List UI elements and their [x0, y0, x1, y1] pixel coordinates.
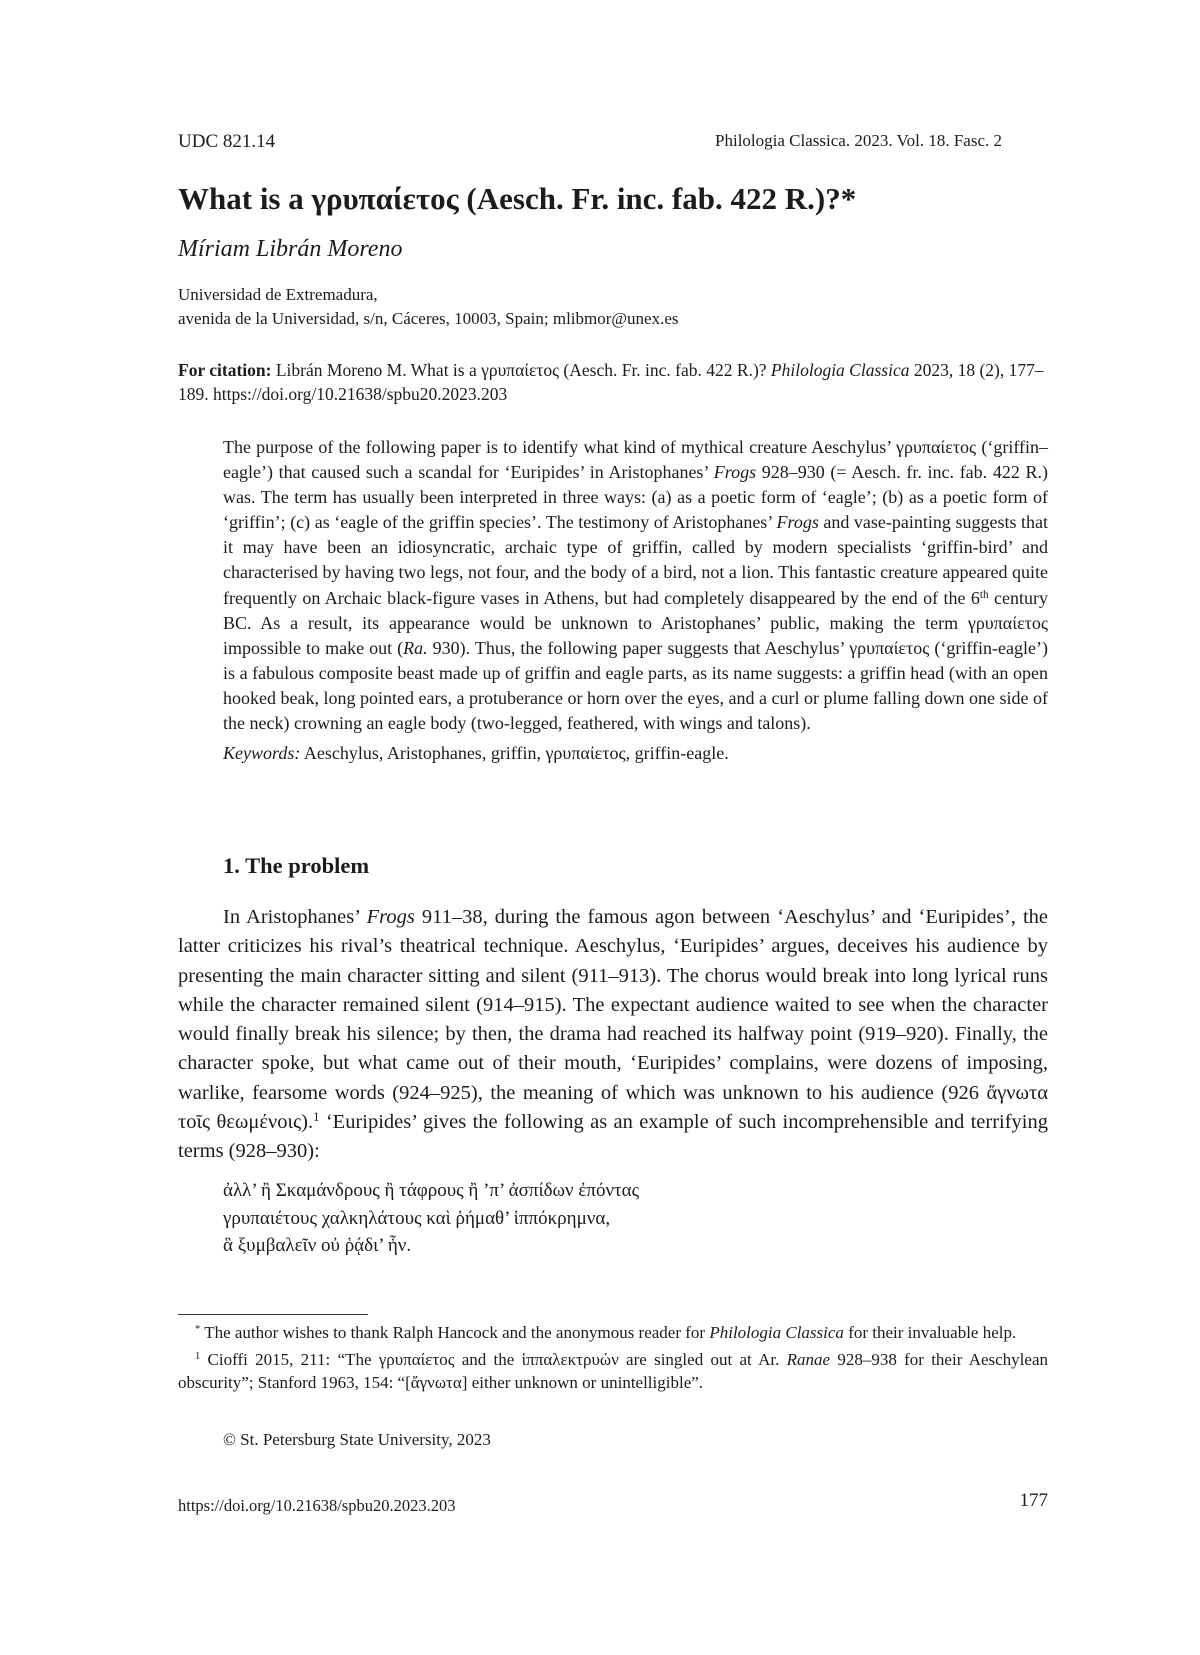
keywords-list: Aeschylus, Aristophanes, griffin, γρυπαίετος, griffin-eagle. [300, 743, 729, 764]
abstract-part: and vase-painting suggests that it may have been an idiosyncratic, archaic type of griffin, called by modern specialists ‘griffin-bird’ and characterised by having two legs, not four, and the body of a bird, not a lion. This fantastic creature appeared quite frequently on Archaic black-figure vases in Athens, but had completely disappeared by the end of the 6 [223, 512, 1048, 608]
footer-doi[interactable]: https://doi.org/10.21638/spbu20.2023.203 [178, 1496, 456, 1515]
journal-header: Philologia Classica. 2023. Vol. 18. Fasc. 2 [715, 131, 1002, 150]
abstract-italic: Frogs [713, 462, 757, 483]
abstract-italic: Ra. [403, 637, 428, 658]
abstract-part: 930). Thus, the following paper suggests that Aeschylus’ γρυπαίετος (‘griffin-eagle’) is a fabulous composite beast made up of griffin and eagle parts, as its name suggests: a griffin head (with an open hooked beak, long pointed ears, a protuberance or horn over the eyes, and a curl or plume falling down one side of the neck) crowning an eagle body (two-legged, feathered, with wings and talons). [223, 637, 1048, 734]
quote-line-2: γρυπαιέτους χαλκηλάτους καὶ ῥήμαθ’ ἱππόκρημνα, [223, 1207, 611, 1229]
quote-line-3: ἃ ξυμβαλεῖν οὐ ῥᾴδι’ ἦν. [223, 1235, 412, 1256]
author-name: Míriam Librán Moreno [178, 236, 403, 262]
footnote-italic: Philologia Classica [709, 1323, 844, 1342]
citation-journal: Philologia Classica [770, 360, 910, 380]
keywords [223, 741, 1048, 766]
body-part: 911–38, during the famous agon between ‘Aeschylus’ and ‘Euripides’, the latter criticizes his rival’s theatrical technique. Aeschylus, ‘Euripides’ argues, deceives his audience by presenting the main character sitting and silent (911–913). The chorus would break into long lyrical runs while the character remained silent (914–915). The expectant audience waited to see when the character would finally break his silence; by then, the drama had reached its halfway point (919–920). Finally, the character spoke, but what came out of their mouth, ‘Euripides’ complains, were dozens of imposing, warlike, fearsome words (924–925), the meaning of which was unknown to his audience (926 ἄγνωτα τοῖς θεωμένοις). [178, 906, 1048, 1134]
keywords-label: Keywords: [223, 743, 301, 764]
abstract-superscript: th [979, 588, 989, 601]
affiliation [178, 283, 1038, 331]
footnote-ref[interactable]: 1 [313, 1110, 320, 1125]
citation-label: For citation: [178, 360, 272, 380]
abstract-part: century BC. As a result, its appearance would be unknown to Aristophanes’ public, making the term γρυπαίετος impossible to make out ( [223, 587, 1048, 658]
citation-text: Librán Moreno M. What is a γρυπαίετος (Aesch. Fr. inc. fab. 422 R.)? [271, 360, 771, 380]
body-part: ‘Euripides’ gives the following as an example of such incomprehensible and terrifying terms (928–930): [178, 1111, 1048, 1163]
footnote-divider [178, 1314, 368, 1315]
footnote-mark: 1 [195, 1351, 201, 1363]
footnotes [178, 1321, 1048, 1398]
footnote-star [178, 1321, 1048, 1344]
greek-quote [223, 1177, 639, 1260]
body-italic: Frogs [366, 906, 415, 928]
footnote-part: for their invaluable help. [843, 1323, 1017, 1342]
abstract [223, 435, 1048, 766]
footnote-italic: Ranae [786, 1350, 831, 1369]
abstract-part: 928–930 (= Aesch. fr. inc. fab. 422 R.) was. The term has usually been interpreted in three ways: (a) as a poetic form of ‘eagle’; (b) as a poetic form of ‘griffin’; (c) as ‘eagle of the griffin species’. The testimony of Aristophanes’ [223, 462, 1048, 533]
body-part: In Aristophanes’ [223, 906, 367, 928]
footnote-mark: * [195, 1324, 201, 1336]
article-title: What is a γρυπαίετος (Aesch. Fr. inc. fab. 422 R.)?* [178, 181, 857, 216]
udc-code: UDC 821.14 [178, 131, 276, 152]
footnote-part: The author wishes to thank Ralph Hancock and the anonymous reader for [200, 1323, 710, 1342]
body-text [178, 903, 1048, 1167]
copyright: © St. Petersburg State University, 2023 [223, 1430, 491, 1449]
footnote-part: 928–938 for their Aeschylean obscurity”; Stanford 1963, 154: “[ἄγνωτα] either unknown or unintelligible”. [178, 1350, 1048, 1392]
citation-block [178, 358, 1048, 406]
page-number: 177 [1019, 1490, 1048, 1511]
citation-text-end: 2023, 18 (2), 177–189. https://doi.org/10.21638/spbu20.2023.203 [178, 360, 1044, 404]
section-heading: 1. The problem [223, 853, 370, 878]
footnote-1 [178, 1348, 1048, 1394]
abstract-part: The purpose of the following paper is to identify what kind of mythical creature Aeschylus’ γρυπαίετος (‘griffin–eagle’) that caused such a scandal for ‘Euripides’ in Aristophanes’ [223, 437, 1048, 483]
affiliation-line-1: Universidad de Extremadura, [178, 285, 378, 304]
footnote-part: Cioffi 2015, 211: “The γρυπαίετος and the ἱππαλεκτρυών are singled out at Ar. [200, 1350, 787, 1369]
affiliation-line-2: avenida de la Universidad, s/n, Cáceres, 10003, Spain; mlibmor@unex.es [178, 309, 679, 328]
abstract-italic: Frogs [776, 512, 819, 533]
body-paragraph [178, 903, 1048, 1167]
abstract-text [223, 435, 1048, 736]
quote-line-1: ἀλλ’ ἢ Σκαμάνδρους ἢ τάφρους ἢ ’π’ ἀσπίδων ἐπόντας [223, 1180, 640, 1201]
